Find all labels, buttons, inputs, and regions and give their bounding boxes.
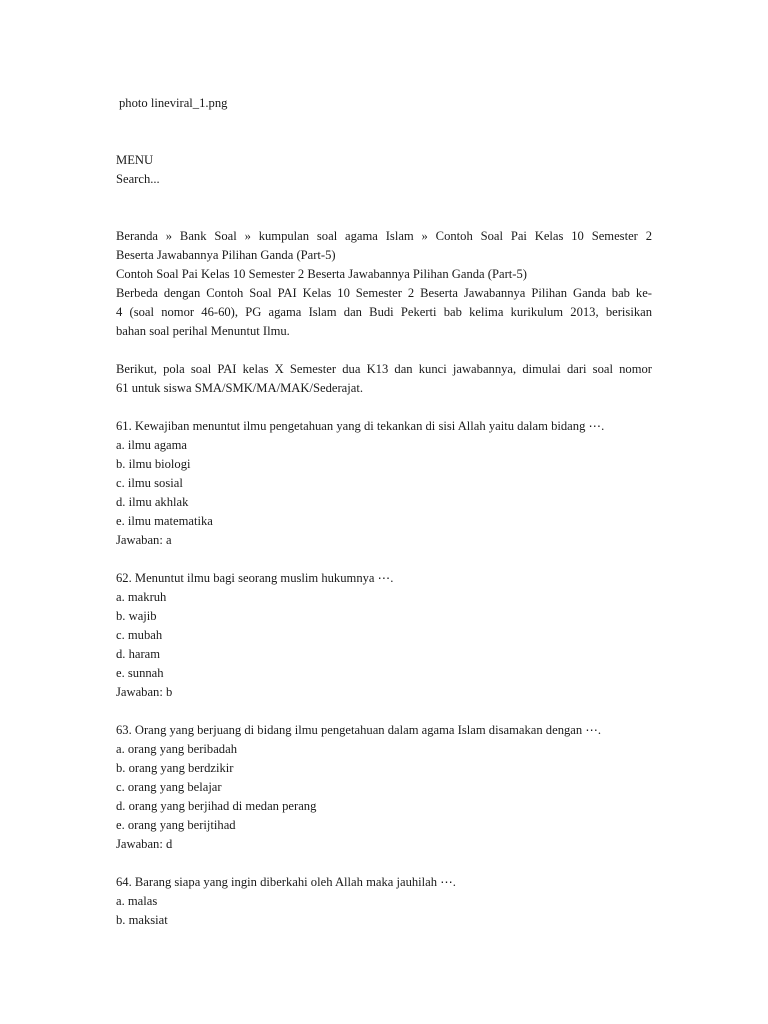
option-item: e. sunnah	[116, 666, 164, 680]
menu-button[interactable]: MENU	[116, 153, 154, 167]
option-item: b. wajib	[116, 609, 157, 623]
option-item: c. ilmu sosial	[116, 476, 183, 490]
breadcrumb-current: Beserta Jawabannya Pilihan Ganda (Part-5)	[116, 248, 336, 262]
breadcrumb[interactable]: Beranda » Bank Soal » kumpulan soal agama Islam » Contoh Soal Pai Kelas 10 Semester 2	[116, 229, 652, 243]
option-item: e. ilmu matematika	[116, 514, 213, 528]
question-text: 64. Barang siapa yang ingin diberkahi oleh Allah maka jauhilah ⋯.	[116, 875, 456, 889]
option-item: a. makruh	[116, 590, 167, 604]
option-item: b. maksiat	[116, 913, 168, 927]
option-item: a. orang yang beribadah	[116, 742, 237, 756]
intro-line: bahan soal perihal Menuntut Ilmu.	[116, 324, 290, 338]
option-item: c. orang yang belajar	[116, 780, 222, 794]
option-item: b. orang yang berdzikir	[116, 761, 234, 775]
option-item: d. ilmu akhlak	[116, 495, 189, 509]
intro-line: 4 (soal nomor 46-60), PG agama Islam dan Budi Pekerti bab kelima kurikulum 2013, berisikan	[116, 305, 652, 319]
question-text: 62. Menuntut ilmu bagi seorang muslim hukumnya ⋯.	[116, 571, 394, 585]
answer-text: Jawaban: d	[116, 837, 173, 851]
option-item: b. ilmu biologi	[116, 457, 191, 471]
lead-line: Berikut, pola soal PAI kelas X Semester dua K13 dan kunci jawabannya, dimulai dari soal nomor	[116, 362, 652, 376]
page-title: Contoh Soal Pai Kelas 10 Semester 2 Beserta Jawabannya Pilihan Ganda (Part-5)	[116, 267, 527, 281]
option-item: a. ilmu agama	[116, 438, 187, 452]
option-item: a. malas	[116, 894, 158, 908]
search-input[interactable]: Search...	[116, 172, 160, 186]
intro-line: Berbeda dengan Contoh Soal PAI Kelas 10 Semester 2 Beserta Jawabannya Pilihan Ganda bab ke-	[116, 286, 652, 300]
option-item: e. orang yang berijtihad	[116, 818, 236, 832]
option-item: d. haram	[116, 647, 161, 661]
option-item: c. mubah	[116, 628, 163, 642]
question-text: 61. Kewajiban menuntut ilmu pengetahuan yang di tekankan di sisi Allah yaitu dalam bidang ⋯.	[116, 419, 605, 433]
question-text: 63. Orang yang berjuang di bidang ilmu pengetahuan dalam agama Islam disamakan dengan ⋯.	[116, 723, 602, 737]
option-item: d. orang yang berjihad di medan perang	[116, 799, 317, 813]
lead-line: 61 untuk siswa SMA/SMK/MA/MAK/Sederajat.	[116, 381, 363, 395]
logo-image-alt[interactable]: photo lineviral_1.png	[119, 96, 228, 110]
answer-text: Jawaban: a	[116, 533, 172, 547]
answer-text: Jawaban: b	[116, 685, 173, 699]
